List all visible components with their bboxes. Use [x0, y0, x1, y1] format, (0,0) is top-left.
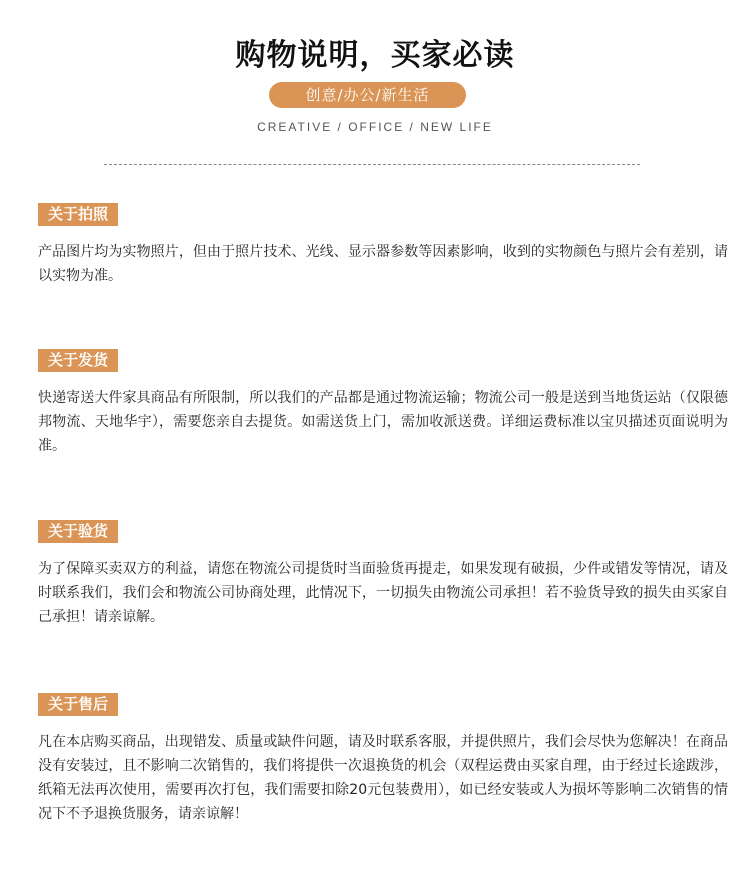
section-photos: [38, 203, 728, 288]
section-after-sales: [38, 693, 728, 826]
section-heading: 关于拍照: [38, 203, 118, 226]
tagline: CREATIVE / OFFICE / NEW LIFE: [257, 120, 493, 134]
section-text: 快递寄送大件家具商品有所限制，所以我们的产品都是通过物流运输；物流公司一般是送到当地货运站（仅限德邦物流、天地华宇），需要您亲自去提货。如需送货上门，需加收派送费。详细运费标准以宝贝描述页面说明为准。: [38, 390, 728, 454]
section-inspection: [38, 520, 728, 629]
subtitle-badge: 创意/办公/新生活: [269, 82, 466, 108]
section-heading: 关于售后: [38, 693, 118, 716]
dashed-divider: [104, 164, 640, 165]
section-heading: 关于验货: [38, 520, 118, 543]
section-text: 产品图片均为实物照片，但由于照片技术、光线、显示器参数等因素影响，收到的实物颜色与照片会有差别，请以实物为准。: [38, 244, 728, 284]
section-shipping: [38, 349, 728, 458]
page-header: [0, 0, 750, 175]
page-title: 购物说明，买家必读: [235, 38, 515, 73]
section-heading: 关于发货: [38, 349, 118, 372]
section-text: 为了保障买卖双方的利益，请您在物流公司提货时当面验货再提走，如果发现有破损，少件或错发等情况，请及时联系我们，我们会和物流公司协商处理，此情况下，一切损失由物流公司承担！若不验货导致的损失由买家自己承担！请亲谅解。: [38, 561, 728, 625]
section-text: 凡在本店购买商品，出现错发、质量或缺件问题，请及时联系客服，并提供照片，我们会尽快为您解决！在商品没有安装过，且不影响二次销售的，我们将提供一次退换货的机会（双程运费由买家自理，由于经过长途跋涉，纸箱无法再次使用，需要再次打包，我们需要扣除20元包装费用），如已经安装或人为损坏等影响二次销售的情况下不予退换货服务，请亲谅解！: [38, 734, 728, 822]
